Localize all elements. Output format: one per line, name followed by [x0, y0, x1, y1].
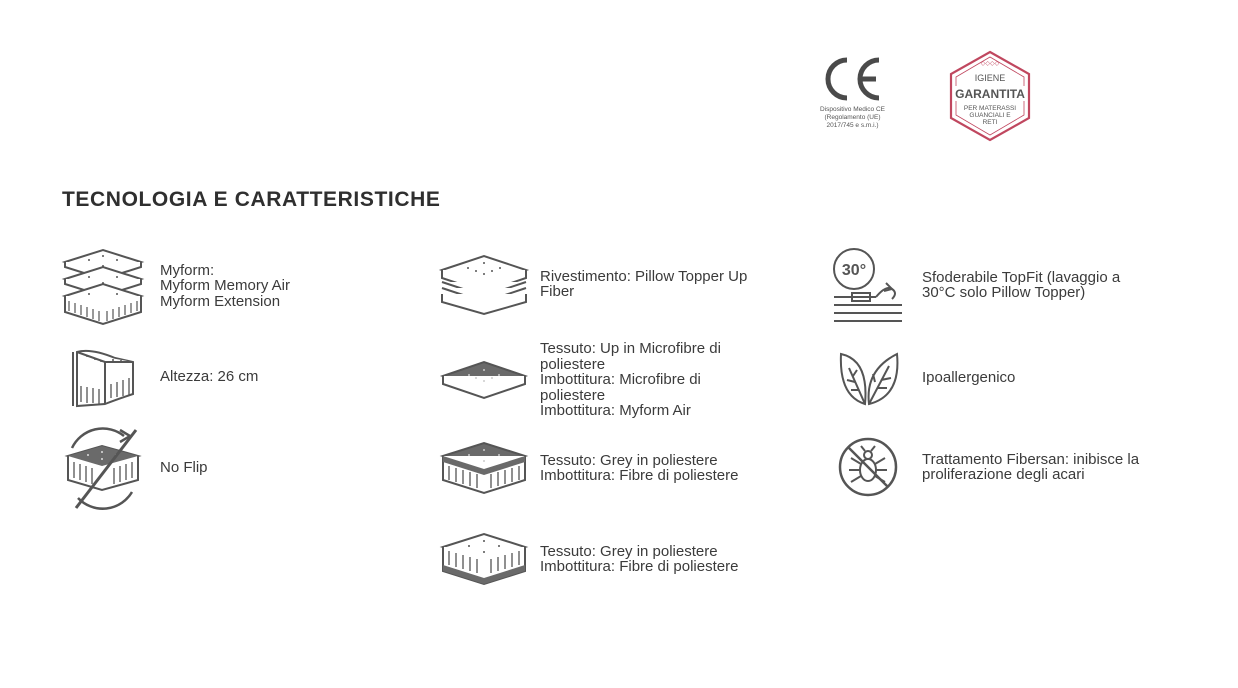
ce-caption-line: 2017/745 e s.m.i.) — [826, 122, 879, 129]
igiene-sub-text: RETI — [982, 119, 998, 126]
leaf-icon — [828, 348, 908, 408]
grey-top-mattress-icon — [438, 440, 530, 496]
feature-text — [922, 452, 1139, 483]
feature-line: Tessuto: Grey in poliestere — [540, 542, 718, 560]
feature-line: Myform Memory Air — [160, 277, 291, 295]
grey-bottom-mattress-icon — [438, 531, 530, 587]
feature-washable — [828, 245, 1120, 325]
feature-line: Ipoallergenico — [922, 369, 1016, 387]
feature-text — [540, 544, 738, 575]
feature-line: Imbottitura: Myform Air — [540, 402, 691, 419]
anti-mite-icon — [828, 436, 908, 498]
layers-stack-icon — [58, 246, 148, 326]
feature-no-flip — [58, 426, 208, 510]
feature-text — [540, 269, 747, 300]
feature-line: proliferazione degli acari — [922, 466, 1085, 483]
ce-caption-line: Dispositivo Medico CE — [819, 106, 886, 113]
ce-mark-icon — [805, 50, 900, 106]
feature-line: Fiber — [540, 283, 575, 300]
feature-line: Myform Extension — [160, 292, 281, 310]
feature-line: Rivestimento: Pillow Topper Up — [540, 267, 748, 285]
microfiber-pad-icon — [438, 358, 530, 402]
feature-grey-bottom — [438, 531, 738, 587]
badge-diamonds-icon: ◇◇◇◇ — [980, 60, 1000, 67]
feature-line: Sfoderabile TopFit (lavaggio a — [922, 268, 1121, 286]
feature-text — [922, 370, 1015, 386]
feature-line: Trattamento Fibersan: inibisce la — [922, 450, 1140, 468]
ce-caption — [805, 106, 900, 130]
certification-badges — [805, 50, 1045, 150]
feature-text — [540, 453, 738, 484]
wash-temp-text: 30° — [841, 262, 867, 279]
feature-anti-mite — [828, 436, 1139, 498]
feature-line: Tessuto: Up in Microfibre di — [540, 340, 721, 357]
feature-line: poliestere — [540, 386, 606, 404]
feature-line: Tessuto: Grey in poliestere — [540, 451, 718, 469]
igiene-sub-text: PER MATERASSI — [963, 105, 1017, 112]
feature-layers — [58, 246, 290, 326]
feature-line: 30°C solo Pillow Topper) — [922, 284, 1086, 301]
feature-text — [540, 341, 721, 419]
feature-line: No Flip — [160, 459, 208, 477]
igiene-top-text: IGIENE — [974, 73, 1006, 83]
feature-line: Altezza: 26 cm — [160, 368, 259, 386]
pillow-topper-icon — [438, 252, 530, 316]
feature-pillow-topper — [438, 252, 747, 316]
igiene-garantita-badge — [947, 50, 1033, 142]
feature-grey-top — [438, 440, 738, 496]
feature-line: Imbottitura: Fibre di poliestere — [540, 558, 739, 575]
mattress-height-icon — [58, 344, 148, 410]
ce-caption-line: (Regolamento (UE) — [824, 114, 881, 121]
feature-text — [160, 263, 290, 310]
feature-microfiber — [438, 341, 721, 419]
ce-badge — [805, 50, 900, 130]
feature-text — [160, 460, 208, 476]
section-title: TECNOLOGIA E CARATTERISTICHE — [62, 188, 441, 211]
feature-line: poliestere — [540, 355, 606, 373]
feature-line: Imbottitura: Fibre di poliestere — [540, 467, 739, 484]
no-flip-icon — [58, 426, 148, 510]
igiene-sub-text: GUANCIALI E — [969, 112, 1011, 119]
feature-text — [922, 270, 1120, 301]
washable-30-icon — [828, 245, 908, 325]
feature-height — [58, 344, 258, 410]
igiene-main-text: GARANTITA — [955, 87, 1025, 101]
feature-text — [160, 369, 258, 385]
feature-hypoallergenic — [828, 348, 1015, 408]
feature-line: Imbottitura: Microfibre di — [540, 371, 701, 388]
feature-line: Myform: — [160, 261, 215, 279]
